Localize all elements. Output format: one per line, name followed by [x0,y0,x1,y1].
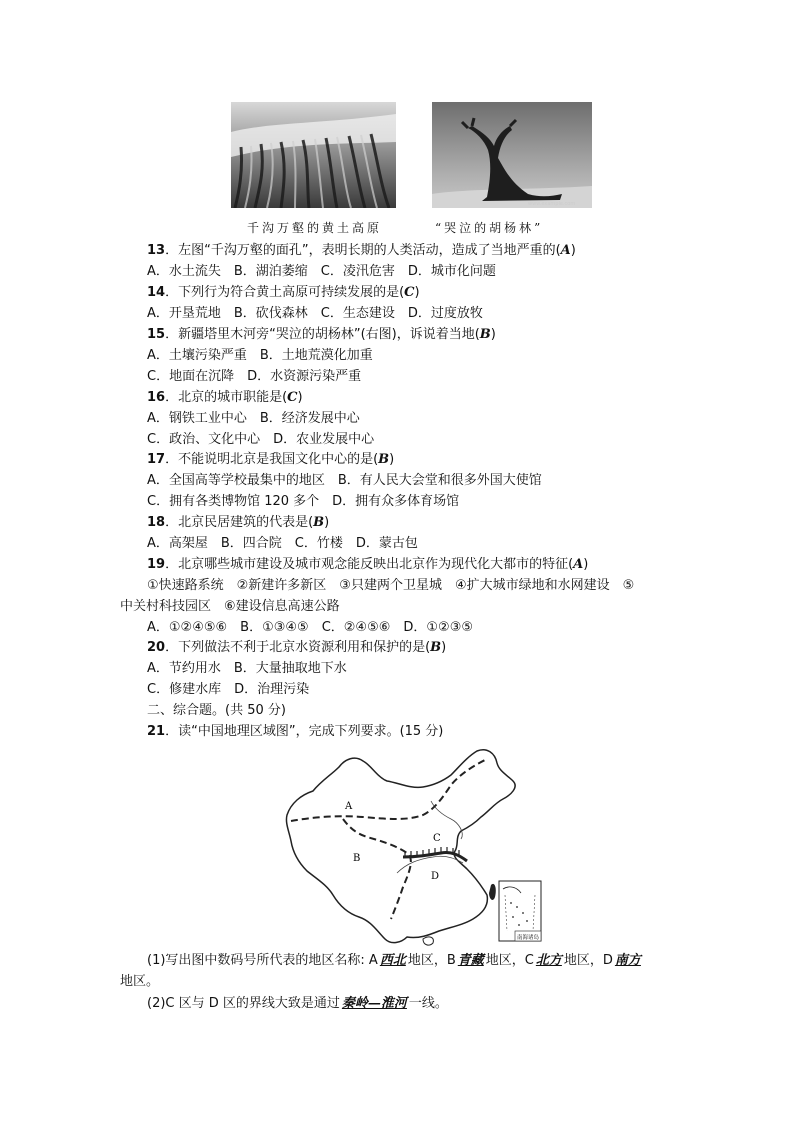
answer-a: 西北 [379,953,406,968]
items-line: ①快速路系统 ②新建许多新区 ③只建两个卫星城 ④扩大城市绿地和水网建设 ⑤ [147,578,635,593]
region-label-a: A [345,801,353,812]
answer: B [430,640,442,655]
right-photo-caption: “哭泣的胡杨林” [435,221,544,235]
question-number: 14 [147,285,166,300]
options-line: C．拥有各类博物馆 120 多个 D．拥有众多体育场馆 [147,494,460,509]
answer: C [287,390,298,405]
question-number: 13 [147,243,166,258]
question-stem: ．北京民居建筑的代表是( [165,515,314,530]
populus-forest-photo [432,102,592,208]
options-line: C．政治、文化中心 D．农业发展中心 [147,432,375,447]
options-line: A．高架屋 B．四合院 C．竹楼 D．蒙古包 [147,536,418,551]
question-stem: ．北京哪些城市建设及城市观念能反映出北京作为现代化大都市的特征( [165,557,574,572]
left-photo-caption: 千沟万壑的黄土高原 [247,221,383,235]
question-14: 14．下列行为符合黄土高原可持续发展的是(C) [147,285,420,300]
svg-text:www.example.com: www.example.com [528,201,576,207]
options-line: A．节约用水 B．大量抽取地下水 [147,661,347,676]
question-stem: ．下列做法不利于北京水资源利用和保护的是( [165,640,431,655]
question-21-part-2: (2)C 区与 D 区的界线大致是通过 秦岭—淮河 一线。 [147,996,448,1011]
question-21-part-1: (1)写出图中数码号所代表的地区名称: A 西北 地区，B 青藏 地区，C 北方 地区，D 南方 [147,953,641,968]
question-number: 21 [147,724,166,739]
answer-c: 北方 [535,953,562,968]
section-heading: 二、综合题。(共 50 分) [147,703,286,718]
question-17: 17．不能说明北京是我国文化中心的是(B) [147,452,395,467]
answer: B [313,515,325,530]
answer: B [479,327,491,342]
answer: A [573,557,584,572]
question-number: 16 [147,390,166,405]
inset-label: 南海诸岛 [517,935,540,941]
question-stem: ．下列行为符合黄土高原可持续发展的是( [165,285,405,300]
region-label-b: B [353,853,361,864]
answer: A [560,243,571,258]
options-line: C．地面在沉降 D．水资源污染严重 [147,369,362,384]
options-line: A．土壤污染严重 B．土地荒漠化加重 [147,348,373,363]
answer-b: 青藏 [457,953,484,968]
question-stem: ．读“中国地理区域图”，完成下列要求。(15 分) [165,724,444,739]
answer-d: 南方 [614,953,641,968]
question-number: 19 [147,557,166,572]
question-13: 13．左图“千沟万壑的面孔”，表明长期的人类活动，造成了当地严重的(A) [147,243,576,258]
question-stem: ．左图“千沟万壑的面孔”，表明长期的人类活动，造成了当地严重的( [165,243,561,258]
question-number: 20 [147,640,166,655]
options-line: A．全国高等学校最集中的地区 B．有人民大会堂和很多外国大使馆 [147,473,542,488]
answer-boundary: 秦岭—淮河 [341,996,407,1011]
loess-plateau-photo [231,102,396,208]
options-line: A．①②④⑤⑥ B．①③④⑤ C．②④⑤⑥ D．①②③⑤ [147,620,474,635]
question-15: 15．新疆塔里木河旁“哭泣的胡杨林”(右图)，诉说着当地(B) [147,327,496,342]
options-line: A．水土流失 B．湖泊萎缩 C．凌汛危害 D．城市化问题 [147,264,496,279]
question-stem: ．北京的城市职能是( [165,390,288,405]
region-label-d: D [431,871,440,882]
options-line: A．钢铁工业中心 B．经济发展中心 [147,411,360,426]
answer: C [404,285,415,300]
question-stem: ．新疆塔里木河旁“哭泣的胡杨林”(右图)，诉说着当地( [165,327,480,342]
question-16: 16．北京的城市职能是(C) [147,390,303,405]
question-19: 19．北京哪些城市建设及城市观念能反映出北京作为现代化大都市的特征(A) [147,557,589,572]
question-21 [147,722,443,742]
question-number: 18 [147,515,166,530]
question-20: 20．下列做法不利于北京水资源利用和保护的是(B) [147,640,447,655]
question-number: 17 [147,452,166,467]
question-stem: ．不能说明北京是我国文化中心的是( [165,452,379,467]
china-region-map [283,745,551,947]
options-line: C．修建水库 D．治理污染 [147,682,310,697]
question-number: 15 [147,327,166,342]
region-label-c: C [433,833,441,844]
question-21-part-1-end: 地区。 [120,974,160,989]
answer: B [378,452,390,467]
south-china-sea-inset [499,881,541,941]
options-line: A．开垦荒地 B．砍伐森林 C．生态建设 D．过度放牧 [147,306,483,321]
question-18: 18．北京民居建筑的代表是(B) [147,515,330,530]
items-line: 中关村科技园区 ⑥建设信息高速公路 [120,599,340,614]
